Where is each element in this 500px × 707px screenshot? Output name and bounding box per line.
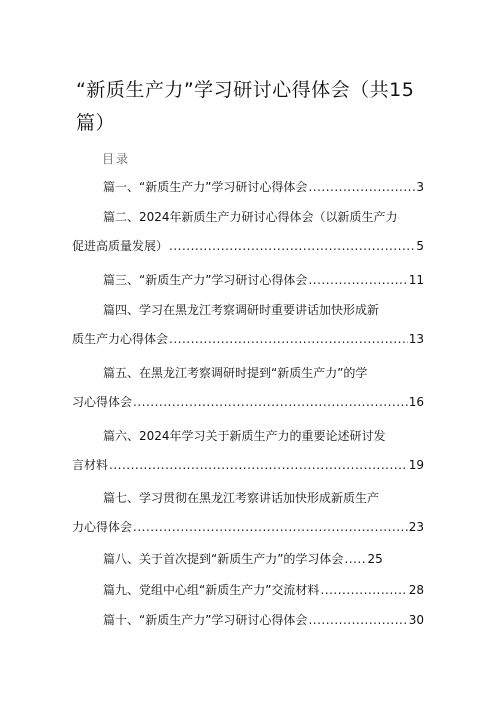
toc-entry-text-continued: 质生产力心得体会 — [72, 332, 169, 346]
dot-leader — [344, 550, 366, 568]
toc-heading: 目录 — [102, 152, 131, 166]
toc-entry-text-continued: 促进高质量发展） — [72, 239, 169, 253]
toc-page-number: 16 — [408, 395, 424, 409]
toc-entry-text: 篇七、学习贯彻在黑龙江考察讲话加快形成新质生产 — [103, 491, 380, 505]
toc-entry-text: 篇二、2024年新质生产力研讨心得体会（以新质生产力 — [103, 210, 398, 224]
toc-entry-3[interactable] — [72, 271, 424, 289]
dot-leader — [169, 237, 415, 255]
toc-page-number: 11 — [408, 273, 424, 287]
toc-entry-text: 篇八、关于首次提到“新质生产力”的学习体会 — [103, 552, 344, 566]
dot-leader — [169, 330, 408, 348]
toc-entry-1[interactable] — [72, 178, 424, 196]
toc-entry-5[interactable] — [72, 364, 424, 411]
toc-entry-text-continued: 习心得体会 — [72, 395, 133, 409]
toc-entry-text: 篇十、“新质生产力”学习研讨心得体会 — [103, 613, 308, 627]
dot-leader — [133, 393, 408, 411]
dot-leader — [109, 456, 408, 474]
toc-entry-text: 篇五、在黑龙江考察调研时提到“新质生产力”的学 — [103, 366, 368, 380]
dot-leader — [308, 611, 407, 629]
toc-entry-text: 篇六、2024年学习关于新质生产力的重要论述研讨发 — [103, 429, 386, 443]
toc-page-number: 25 — [367, 552, 383, 566]
toc-page-number: 28 — [408, 583, 424, 597]
toc-entry-text: 篇九、党组中心组“新质生产力”交流材料 — [103, 583, 320, 597]
document-title: “新质生产力”学习研讨心得体会（共15篇） — [76, 79, 415, 134]
toc-entry-9[interactable] — [72, 581, 424, 599]
toc-entry-10[interactable] — [72, 611, 424, 629]
toc-entry-8[interactable] — [72, 550, 424, 568]
toc-entry-text-continued: 力心得体会 — [72, 520, 133, 534]
toc-page-number: 5 — [416, 239, 424, 253]
toc-page-number: 19 — [408, 458, 424, 472]
dot-leader — [320, 581, 407, 599]
dot-leader — [308, 271, 407, 289]
dot-leader — [308, 178, 415, 196]
toc-page-number: 23 — [408, 520, 424, 534]
toc-page-number: 30 — [408, 613, 424, 627]
dot-leader — [133, 518, 408, 536]
toc-entry-text-continued: 言材料 — [72, 458, 109, 472]
toc-entry-4[interactable] — [72, 301, 424, 348]
toc-page-number: 13 — [408, 332, 424, 346]
toc-page-number: 3 — [416, 180, 424, 194]
toc-entry-text: 篇三、“新质生产力”学习研讨心得体会 — [103, 273, 308, 287]
toc-entry-text: 篇一、“新质生产力”学习研讨心得体会 — [103, 180, 308, 194]
toc-entry-2[interactable] — [72, 208, 424, 255]
toc-entry-6[interactable] — [72, 427, 424, 474]
toc-entry-7[interactable] — [72, 489, 424, 536]
toc-entry-text: 篇四、学习在黑龙江考察调研时重要讲话加快形成新 — [103, 303, 380, 317]
